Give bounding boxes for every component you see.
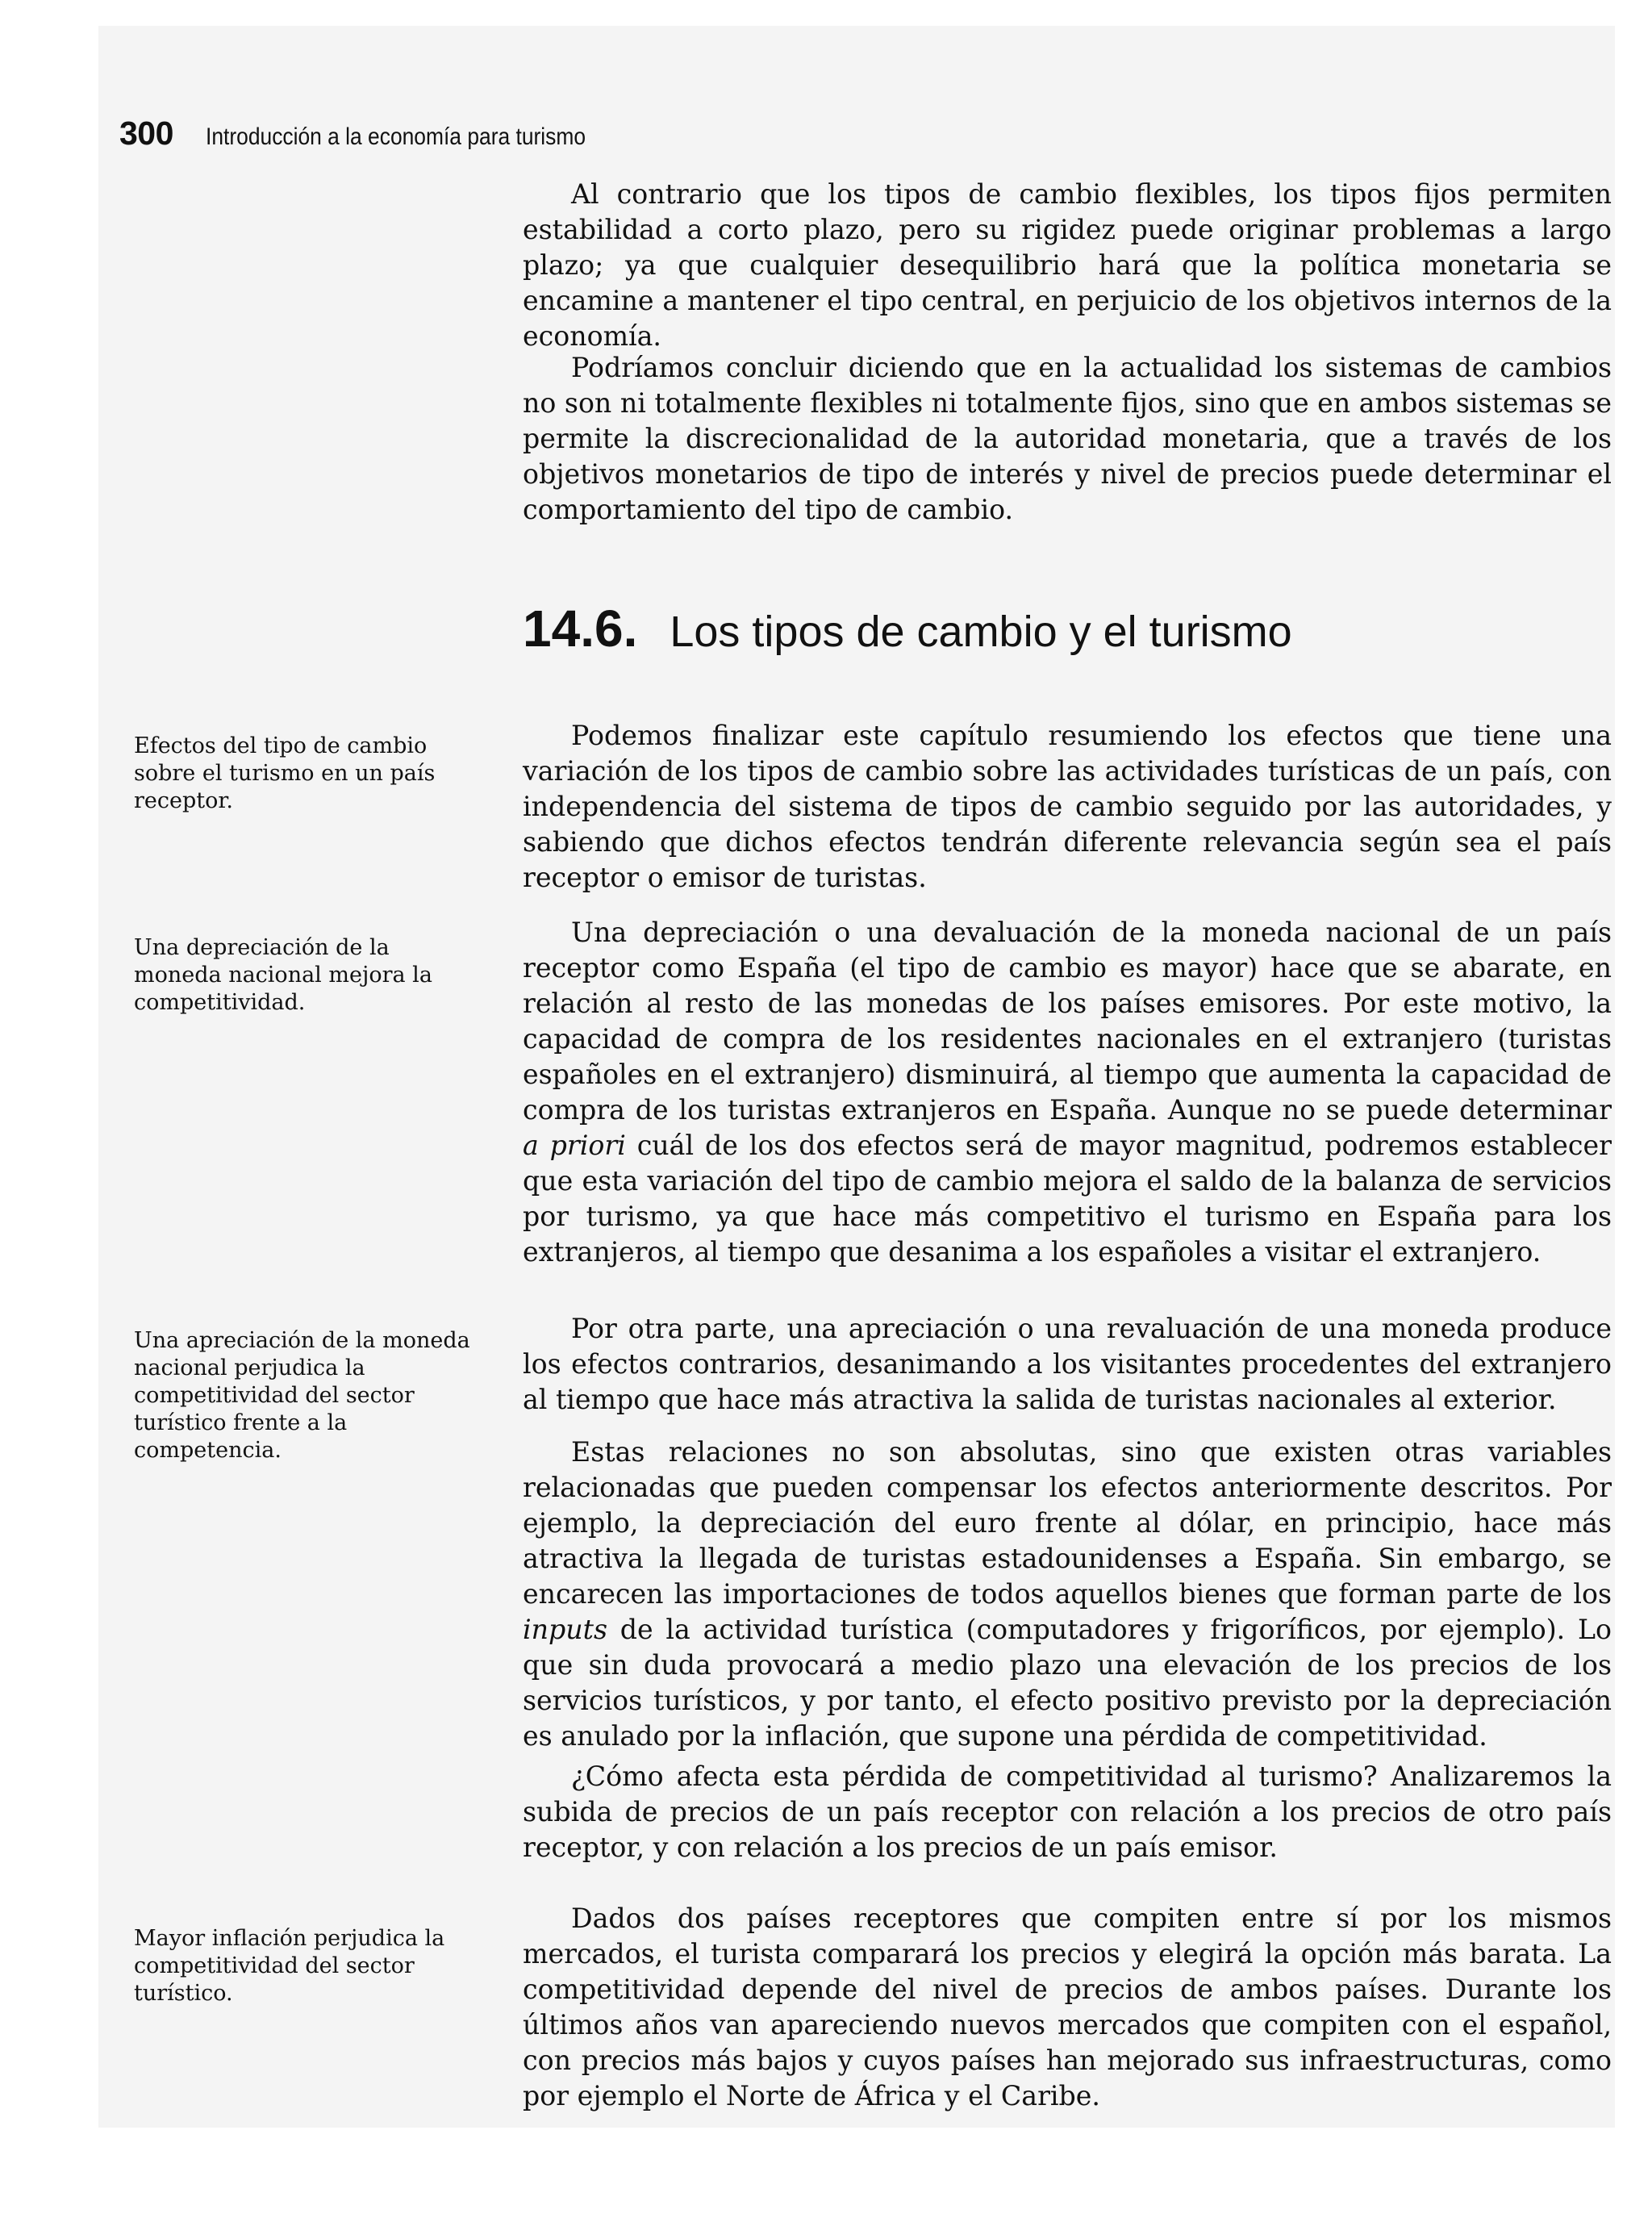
paragraph-2-italic-term: a priori: [523, 1130, 626, 1161]
section-heading: [523, 599, 1292, 663]
running-title: Introducción a la economía para turismo: [205, 123, 586, 150]
paragraph-4-italic-term: inputs: [523, 1614, 607, 1645]
margin-note-1: Efectos del tipo de cambio sobre el turismo en un país receptor.: [134, 733, 436, 813]
page-number: 300: [119, 115, 173, 152]
running-header: [119, 115, 637, 163]
margin-note-4: Mayor inflación perjudica la competitividad del sector turístico.: [134, 1926, 445, 2006]
paragraph-4-text-b: de la actividad turística (computadores y frigoríficos, por ejemplo). Lo que sin duda provocará a medio plazo una elevación de los precios de los servicios turísticos, y por tanto, el efecto positivo previsto por la depreciación es anulado por la inflación, que supone una pérdida de competitividad.: [523, 1614, 1612, 1752]
paragraph-5: ¿Cómo afecta esta pérdida de competitividad al turismo? Analizaremos la subida de precios de un país receptor con relación a los precios de otro país receptor, y con relación a los precios de un país emisor.: [523, 1761, 1612, 1863]
intro-paragraph-2: Podríamos concluir diciendo que en la actualidad los sistemas de cambios no son ni totalmente flexibles ni totalmente fijos, sino que en ambos sistemas se permite la discrecionalidad de la autoridad monetaria, que a través de los objetivos monetarios de tipo de interés y nivel de precios puede determinar el comportamiento del tipo de cambio.: [523, 352, 1612, 525]
intro-paragraph-1: Al contrario que los tipos de cambio flexibles, los tipos fijos permiten estabilidad a corto plazo, pero su rigidez puede originar problemas a largo plazo; ya que cualquier desequilibrio hará que la política monetaria se encamine a mantener el tipo central, en perjuicio de los objetivos internos de la economía.: [523, 178, 1612, 352]
section-title: Los tipos de cambio y el turismo: [670, 608, 1292, 656]
paragraph-6: Dados dos países receptores que compiten entre sí por los mismos mercados, el turista comparará los precios y elegirá la opción más barata. La competitividad depende del nivel de precios de ambos países. Durante los últimos años van apareciendo nuevos mercados que compiten con el español, con precios más bajos y cuyos países han mejorado sus infraestructuras, como por ejemplo el Norte de África y el Caribe.: [523, 1903, 1612, 2111]
margin-note-2: Una depreciación de la moneda nacional mejora la competitividad.: [134, 935, 432, 1015]
paragraph-4: [523, 1435, 1612, 1754]
paragraph-2: [523, 915, 1612, 1270]
paragraph-1: Podemos finalizar este capítulo resumiendo los efectos que tiene una variación de los tipos de cambio sobre las actividades turísticas de un país, con independencia del sistema de tipos de cambio seguido por las autoridades, y sabiendo que dichos efectos tendrán diferente relevancia según sea el país receptor o emisor de turistas.: [523, 720, 1612, 893]
paragraph-4-text-a: Estas relaciones no son absolutas, sino que existen otras variables relacionadas que pueden compensar los efectos anteriormente descritos. Por ejemplo, la depreciación del euro frente al dólar, en principio, hace más atractiva la llegada de turistas estadounidenses a España. Sin embargo, se encarecen las importaciones de todos aquellos bienes que forman parte de los: [523, 1436, 1612, 1610]
section-number: 14.6.: [523, 599, 638, 658]
paragraph-3: Por otra parte, una apreciación o una revaluación de una moneda produce los efectos contrarios, desanimando a los visitantes procedentes del extranjero al tiempo que hace más atractiva la salida de turistas nacionales al exterior.: [523, 1313, 1612, 1415]
paragraph-2-text-b: cuál de los dos efectos será de mayor magnitud, podremos establecer que esta variación del tipo de cambio mejora el saldo de la balanza de servicios por turismo, ya que hace más competitivo el turismo en España para los extranjeros, al tiempo que desanima a los españoles a visitar el extranjero.: [523, 1130, 1612, 1268]
paragraph-2-text-a: Una depreciación o una devaluación de la moneda nacional de un país receptor como España (el tipo de cambio es mayor) hace que se abarate, en relación al resto de las monedas de los países emisores. Por este motivo, la capacidad de compra de los residentes nacionales en el extranjero (turistas españoles en el extranjero) disminuirá, al tiempo que aumenta la capacidad de compra de los turistas extranjeros en España. Aunque no se puede determinar: [523, 917, 1612, 1126]
margin-note-3: Una apreciación de la moneda nacional perjudica la competitividad del sector turístico frente a la competencia.: [134, 1328, 470, 1463]
